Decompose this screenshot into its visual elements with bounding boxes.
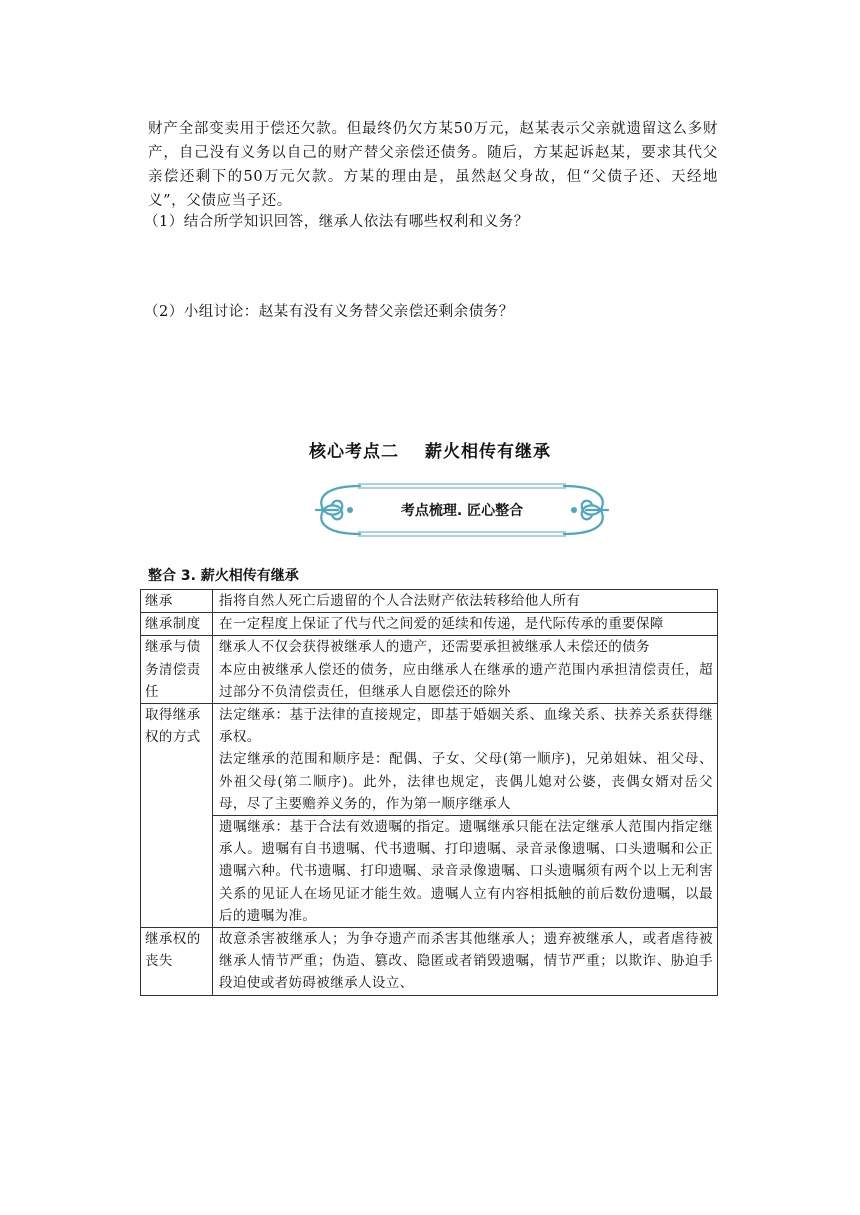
row-key: 取得继承权的方式 (141, 704, 213, 928)
row-value (213, 636, 718, 704)
row-value-line: 遗嘱继承：基于合法有效遗嘱的指定。遗嘱继承只能在法定继承人范围内指定继承人。遗嘱有自书遗嘱、代书遗嘱、打印遗嘱、录音录像遗嘱、口头遗嘱和公正遗嘱六种。代书遗嘱、打印遗嘱、录音录像遗嘱、口头遗嘱须有两个以上无利害关系的见证人在场见证才能生效。遗嘱人立有内容相抵触的前后数份遗嘱，以最后的遗嘱为准。 (219, 819, 713, 924)
section-title-text: 薪火相传有继承 (425, 442, 551, 462)
row-value-line: 法定继承：基于法律的直接规定，即基于婚姻关系、血缘关系、扶养关系获得继承权。 (219, 707, 713, 746)
question-1: （1）结合所学知识回答，继承人依法有哪些权利和义务？ (144, 214, 529, 230)
row-value-line: 本应由被继承人偿还的债务，应由继承人在继承的遗产范围内承担清偿责任，超过部分不负清偿责任，但继承人自愿偿还的除外 (219, 661, 713, 700)
row-key: 继承权的丧失 (141, 928, 213, 996)
banner-text: 考点梳理. 匠心整合 (400, 503, 524, 519)
row-value (213, 704, 718, 816)
table-row (141, 636, 718, 704)
table-row (141, 816, 718, 928)
summary-table (140, 589, 718, 996)
row-value-line: 继承人不仅会获得被继承人的遗产，还需要承担被继承人未偿还的债务 (219, 639, 650, 656)
table-row (141, 590, 718, 613)
table-caption: 整合 3. 薪火相传有继承 (148, 568, 299, 584)
row-value-line: 在一定程度上保证了代与代之间爱的延续和传递，是代际传承的重要保障 (219, 616, 664, 633)
row-value-line: 故意杀害被继承人；为争夺遗产而杀害其他继承人；遗弃被继承人，或者虐待被继承人情节严重；伪造、篡改、隐匿或者销毁遗嘱，情节严重；以欺诈、胁迫手段迫使或者妨碍被继承人设立、 (219, 931, 713, 992)
table-row (141, 928, 718, 996)
row-value-line: 指将自然人死亡后遗留的个人合法财产依法转移给他人所有 (219, 593, 581, 609)
section-title (0, 437, 860, 462)
section-banner (310, 481, 614, 539)
row-value (213, 928, 718, 996)
table-row (141, 613, 718, 636)
row-value-line: 法定继承的范围和顺序是：配偶、子女、父母(第一顺序)，兄弟姐妹、祖父母、外祖父母(第二顺序)。此外，法律也规定，丧偶儿媳对公婆，丧偶女婿对岳父母，尽了主要赡养义务的，作为第一顺序继承人 (219, 751, 713, 812)
row-key: 继承制度 (141, 613, 213, 636)
row-value (213, 816, 718, 928)
row-value (213, 613, 718, 636)
table-row (141, 704, 718, 816)
question-2: （2）小组讨论：赵某有没有义务替父亲偿还剩余债务？ (144, 304, 514, 320)
row-value (213, 590, 718, 613)
row-key: 继承与债务清偿责任 (141, 636, 213, 704)
case-paragraph: 财产全部变卖用于偿还欠款。但最终仍欠方某50万元，赵某表示父亲就遗留这么多财产，自己没有义务以自己的财产替父亲偿还债务。随后，方某起诉赵某，要求其代父亲偿还剩下的50万元欠款。方某的理由是，虽然赵父身故，但“父债子还、天经地义”，父债应当子还。 (148, 121, 718, 209)
row-key: 继承 (141, 590, 213, 613)
section-title-number: 核心考点二 (309, 442, 399, 462)
